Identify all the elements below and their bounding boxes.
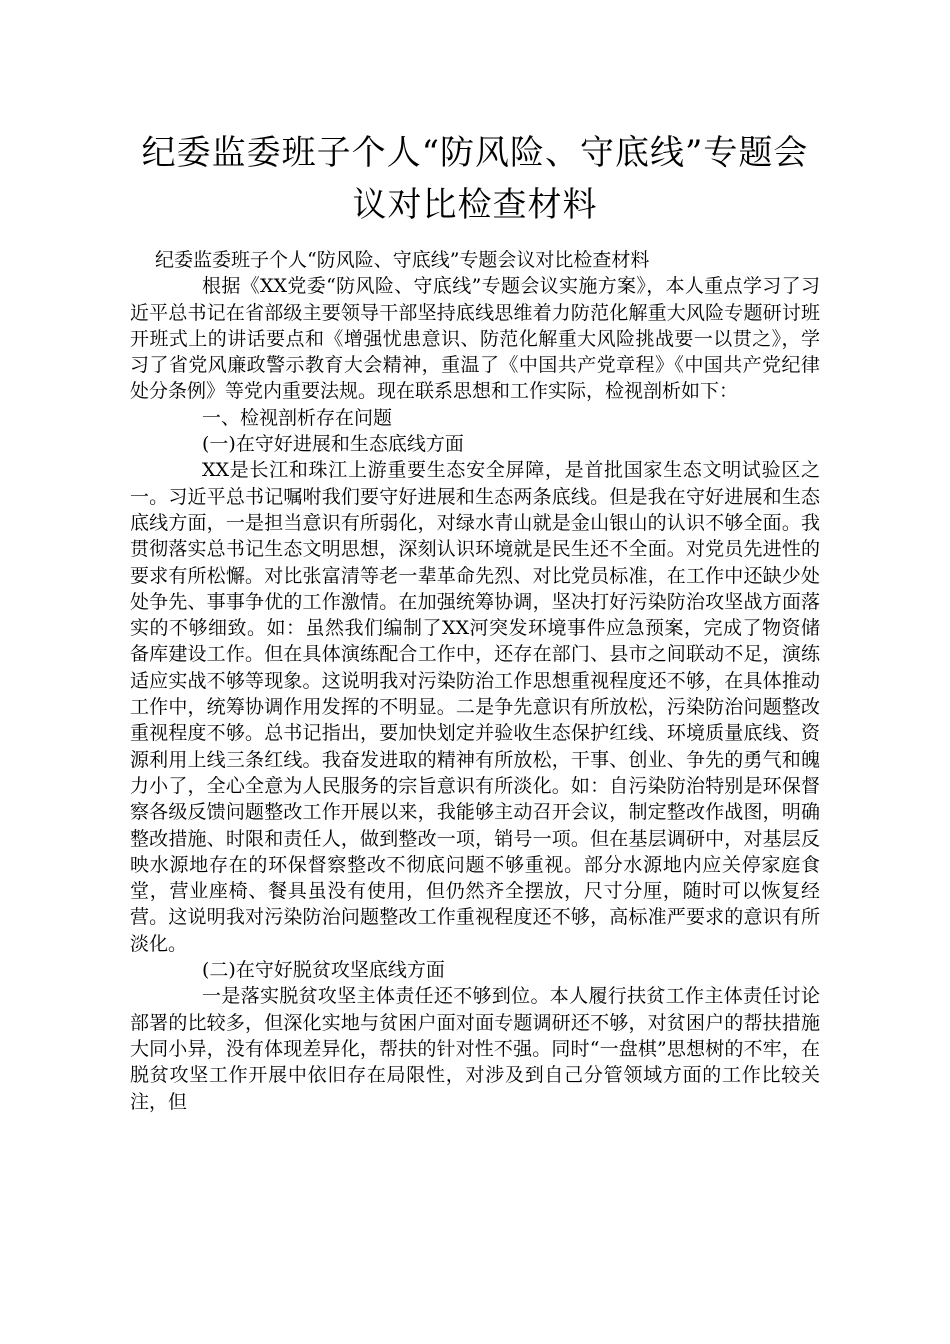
body-paragraph-poverty: 一是落实脱贫攻坚主体责任还不够到位。本人履行扶贫工作主体责任讨论部署的比较多，但深化实地与贫困户面对面专题调研还不够，对贫困户的帮扶措施大同小异，没有体现差异化，帮扶的针对性不强。同时“一盘棋”思想树的不牢，在脱贫攻坚工作开展中依旧存在局限性，对涉及到自己分管领域方面的工作比较关注，但 [130, 985, 820, 1113]
body-paragraph-ecology: XX是长江和珠江上游重要生态安全屏障，是首批国家生态文明试验区之一。习近平总书记嘱咐我们要守好进展和生态两条底线。但是我在守好进展和生态底线方面，一是担当意识有所弱化，对绿水青山就是金山银山的认识不够全面。我贯彻落实总书记生态文明思想，深刻认识环境就是民生还不全面。对党员先进性的要求有所松懈。对比张富清等老一辈革命先烈、对比党员标准，在工作中还缺少处处争先、事事争优的工作激情。在加强统筹协调，坚决打好污染防治攻坚战方面落实的不够细致。如：虽然我们编制了XX河突发环境事件应急预案，完成了物资储备库建设工作。但在具体演练配合工作中，还存在部门、县市之间联动不足，演练适应实战不够等现象。这说明我对污染防治工作思想重视程度还不够，在具体推动工作中，统筹协调作用发挥的不明显。二是争先意识有所放松，污染防治问题整改重视程度不够。总书记指出，要加快划定并验收生态保护红线、环境质量底线、资源利用上线三条红线。我奋发进取的精神有所放松，干事、创业、争先的勇气和魄力小了，全心全意为人民服务的宗旨意识有所淡化。如：自污染防治特别是环保督察各级反馈问题整改工作开展以来，我能够主动召开会议，制定整改作战图，明确整改措施、时限和责任人，做到整改一项，销号一项。但在基层调研中，对基层反映水源地存在的环保督察整改不彻底问题不够重视。部分水源地内应关停家庭食堂，营业座椅、餐具虽没有使用，但仍然齐全摆放，尺寸分厘，随时可以恢复经营。这说明我对污染防治问题整改工作重视程度还不够，高标准严要求的意识有所淡化。 [130, 459, 820, 955]
document-body [130, 247, 820, 1115]
section-heading-1: 一、检视剖析存在问题 [202, 406, 393, 429]
document-title: 纪委监委班子个人“防风险、守底线”专题会议对比检查材料 [141, 133, 809, 225]
body-paragraph-subtitle: 纪委监委班子个人“防风险、守底线”专题会议对比检查材料 [155, 249, 650, 271]
subsection-heading-1: (一)在守好进展和生态底线方面 [202, 433, 464, 456]
subsection-heading-2: (二)在守好脱贫攻坚底线方面 [202, 959, 445, 982]
body-paragraph-intro: 根据《XX党委“防风险、守底线”专题会议实施方案》，本人重点学习了习近平总书记在省部级主要领导干部坚持底线思维着力防范化解重大风险专题研讨班开班式上的讲话要点和《增强忧患意识、防范化解重大风险挑战要一以贯之》，学习了省党风廉政警示教育大会精神，重温了《中国共产党章程》《中国共产党纪律处分条例》等党内重要法规。现在联系思想和工作实际，检视剖析如下： [130, 275, 820, 403]
